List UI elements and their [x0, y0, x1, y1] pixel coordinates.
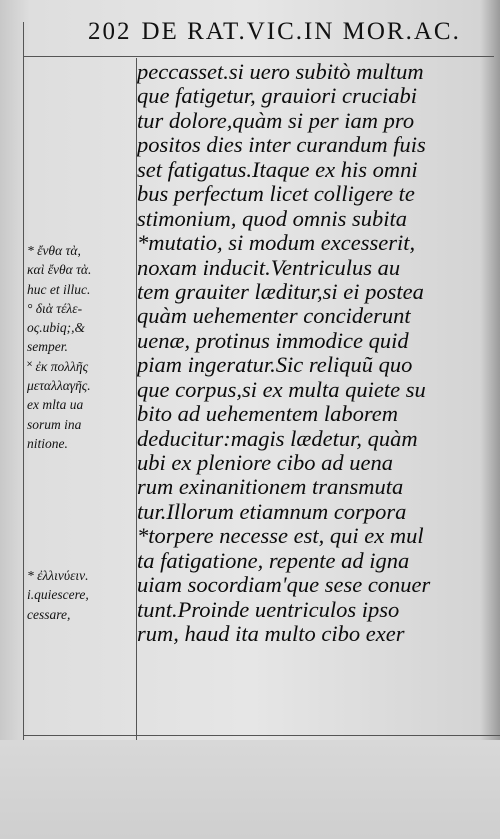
header-rule: [23, 56, 494, 57]
margin-note-line: i.quiescere,: [27, 587, 89, 603]
running-header: [88, 18, 492, 52]
lower-rule: [23, 735, 500, 736]
margin-note-line: ˟ ἐκ πολλῆς: [27, 358, 89, 374]
text-line: uenæ, protinus immodice quid: [137, 328, 409, 353]
running-title: DE RAT.VIC.IN MOR.AC.: [141, 18, 461, 45]
margin-note-line: ex mlta ua: [27, 397, 84, 413]
text-line: que corpus,si ex multa quiete su: [137, 377, 426, 402]
text-line: *mutatio, si modum excesserit,: [137, 231, 416, 256]
margin-note-line: huc et illuc.: [27, 281, 91, 297]
margin-note-line: καὶ ἔνθα τὰ.: [27, 262, 92, 278]
lower-blank-area: [0, 740, 500, 839]
margin-note-2: [27, 566, 135, 624]
text-line: tur dolore,quàm si per iam pro: [137, 108, 415, 133]
text-line: ta fatigatione, repente ad igna: [137, 548, 410, 573]
margin-note-line: cessare,: [27, 606, 71, 622]
main-text-column: [137, 60, 497, 647]
text-line: *torpere necesse est, qui ex mul: [137, 524, 424, 549]
text-line: peccasset.si uero subitò multum: [137, 60, 424, 84]
margin-note-line: ος.ubiq;,&: [27, 320, 85, 336]
outer-margin-rule: [23, 22, 24, 839]
text-line: quàm uehementer conciderunt: [137, 304, 411, 329]
page-number: 202: [88, 18, 132, 45]
text-line: rum exinanitionem transmuta: [137, 475, 404, 500]
text-line: tur.Illorum etiamnum corpora: [137, 499, 407, 524]
margin-note-line: μεταλλαγῆς.: [27, 378, 91, 394]
text-line: noxam inducit.Ventriculus au: [137, 255, 401, 280]
text-line: ubi ex pleniore cibo ad uena: [137, 451, 393, 475]
text-line: tem grauiter læditur,si ei postea: [137, 279, 424, 304]
text-line: que fatigetur, grauiori cruciabi: [137, 84, 417, 109]
text-line: bito ad uehementem laborem: [137, 402, 398, 427]
margin-note-line: sorum ina: [27, 416, 82, 432]
text-line: piam ingeratur.Sic reliquũ quo: [137, 353, 413, 378]
margin-note-line: semper.: [27, 339, 68, 355]
text-line: rum, haud ita multo cibo exer: [137, 622, 405, 647]
text-line: tunt.Proinde uentriculos ipso: [137, 597, 400, 622]
text-line: set fatigatus.Itaque ex his omni: [137, 157, 418, 182]
margin-note-line: nitione.: [27, 435, 68, 451]
text-line: stimonium, quod omnis subita: [137, 206, 408, 231]
text-line: positos dies inter curandum fuis: [137, 133, 426, 158]
margin-note-line: ° διὰ τέλε-: [27, 300, 83, 316]
margin-note-line: * ἔνθα τὰ,: [27, 243, 81, 258]
text-line: deducitur:magis lædetur, quàm: [137, 426, 418, 451]
margin-note-1: [27, 241, 135, 453]
text-line: bus perfectum licet colligere te: [137, 182, 415, 207]
margin-note-line: * ἐλλινύειν.: [27, 568, 89, 583]
text-line: uiam socordiam'que sese conuer: [137, 573, 431, 598]
